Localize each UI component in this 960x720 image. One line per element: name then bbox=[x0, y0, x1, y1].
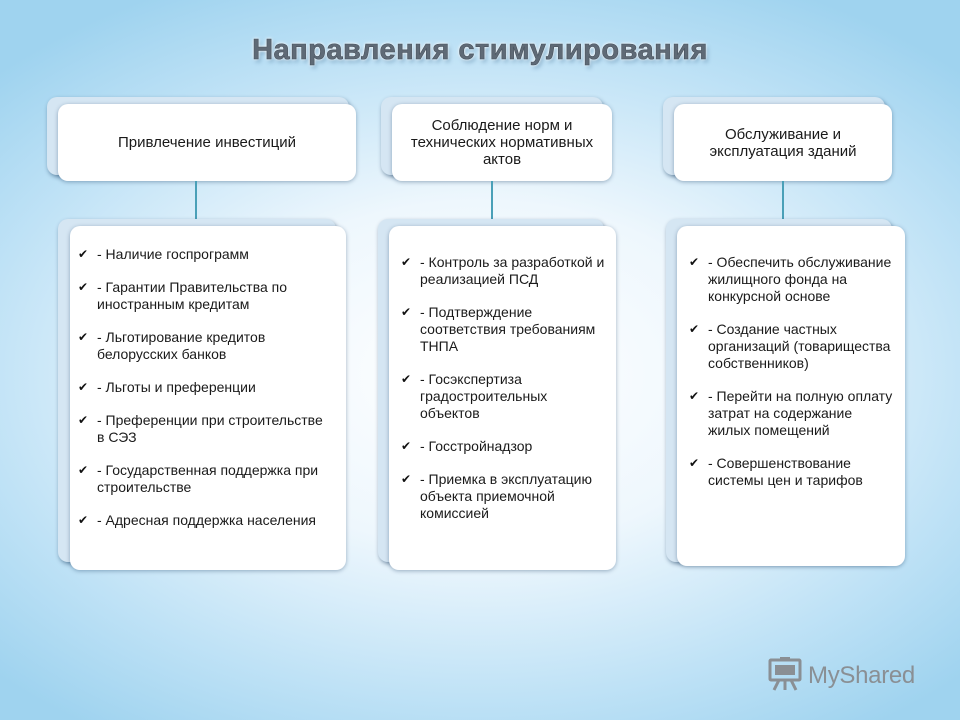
header-card bbox=[674, 104, 892, 181]
list-item: ✔ - Льготирование кредитов белорусских банков bbox=[78, 329, 266, 362]
list-item: ✔ - Гарантии Правительства по иностранным кредитам bbox=[78, 279, 288, 312]
list-item: ✔ - Подтверждение соответствия требованиям ТНПА bbox=[401, 304, 596, 354]
header-text: Обслуживание и эксплуатация зданий bbox=[709, 125, 857, 160]
list-card bbox=[389, 226, 616, 570]
check-icon: ✔ bbox=[401, 255, 412, 269]
check-icon: ✔ bbox=[78, 280, 89, 294]
check-icon: ✔ bbox=[78, 513, 89, 527]
list-item: ✔ - Контроль за разработкой и реализацией ПСД bbox=[401, 254, 605, 287]
list-item: ✔ - Наличие госпрограмм bbox=[78, 246, 249, 262]
check-icon: ✔ bbox=[78, 247, 89, 261]
header-text: Привлечение инвестиций bbox=[118, 134, 296, 151]
header-card bbox=[392, 104, 612, 181]
check-icon: ✔ bbox=[401, 472, 412, 486]
check-icon: ✔ bbox=[689, 389, 700, 403]
check-icon: ✔ bbox=[689, 456, 700, 470]
check-icon: ✔ bbox=[401, 372, 412, 386]
connector-line bbox=[195, 181, 197, 221]
list-item: ✔ - Приемка в эксплуатацию объекта приемочной комиссией bbox=[401, 471, 592, 521]
list-item: ✔ - Адресная поддержка населения bbox=[78, 512, 316, 528]
list-item: ✔ - Преференции при строительстве в СЭЗ bbox=[78, 412, 323, 445]
item-list bbox=[401, 254, 606, 522]
list-item: ✔ - Создание частных организаций (товарищества собственников) bbox=[689, 321, 891, 371]
list-item: ✔ - Льготы и преференции bbox=[78, 379, 256, 395]
header-card bbox=[58, 104, 356, 181]
list-item: ✔ - Государственная поддержка при строительстве bbox=[78, 462, 319, 495]
list-item: ✔ - Обеспечить обслуживание жилищного фонда на конкурсной основе bbox=[689, 254, 892, 304]
list-card bbox=[677, 226, 905, 566]
check-icon: ✔ bbox=[689, 322, 700, 336]
list-item: ✔ - Совершенствование системы цен и тарифов bbox=[689, 455, 863, 488]
list-item: ✔ - Госстройнадзор bbox=[401, 438, 533, 454]
watermark-logo bbox=[768, 656, 915, 696]
header-text: Соблюдение норм и технических нормативных актов bbox=[410, 117, 594, 168]
page-title: Направления стимулирования bbox=[252, 34, 708, 66]
watermark-text: MyShared bbox=[808, 662, 915, 689]
check-icon: ✔ bbox=[401, 305, 412, 319]
check-icon: ✔ bbox=[401, 439, 412, 453]
item-list bbox=[78, 246, 332, 529]
check-icon: ✔ bbox=[78, 330, 89, 344]
connector-line bbox=[491, 181, 493, 219]
check-icon: ✔ bbox=[78, 463, 89, 477]
check-icon: ✔ bbox=[689, 255, 700, 269]
list-item: ✔ - Перейти на полную оплату затрат на содержание жилых помещений bbox=[689, 388, 893, 438]
check-icon: ✔ bbox=[78, 413, 89, 427]
item-list bbox=[689, 254, 895, 489]
list-item: ✔ - Госэкспертиза градостроительных объектов bbox=[401, 371, 548, 421]
check-icon: ✔ bbox=[78, 380, 89, 394]
connector-line bbox=[782, 181, 784, 219]
presentation-board-icon bbox=[768, 656, 802, 697]
list-card bbox=[70, 226, 346, 570]
